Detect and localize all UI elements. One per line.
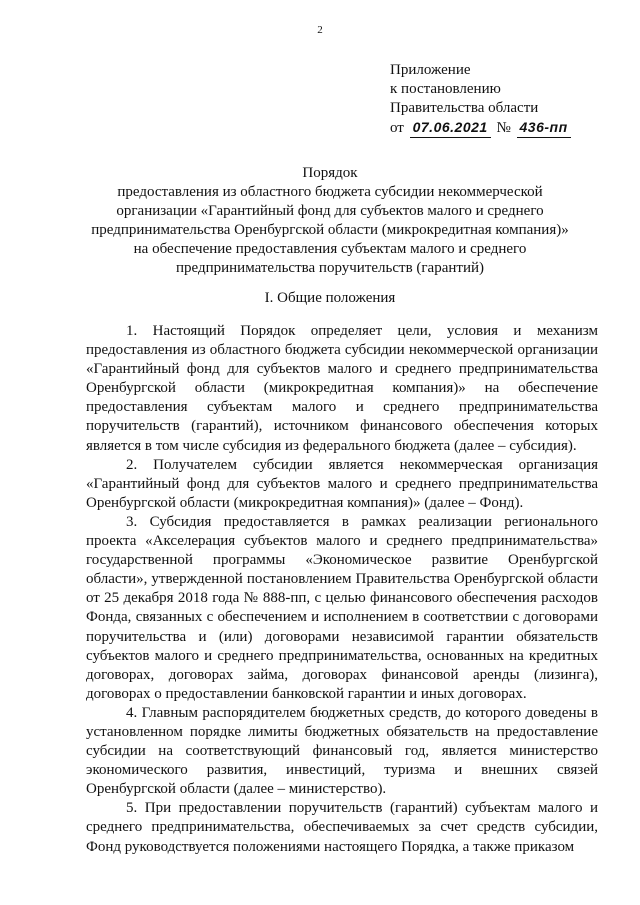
date-prefix: от (390, 120, 404, 136)
appendix-line-2: к постановлению (390, 81, 501, 97)
page-number: 2 (317, 24, 323, 36)
paragraph-5: 5. При предоставлении поручительств (гарантий) субъектам малого и среднего предпринимательства, обеспечиваемых за счет средств субсидии, Фонд руководствуется положениями настоящего Порядка, а также приказом (86, 800, 598, 855)
section-heading: I. Общие положения (264, 290, 396, 306)
title-line-2: предоставления из областного бюджета субсидии некоммерческой (117, 184, 543, 200)
paragraph-1: 1. Настоящий Порядок определяет цели, условия и механизм предоставления из областного бюджета субсидии некоммерческой организации «Гарантийный фонд для субъектов малого и среднего предпринимательства Оренбургской области (микрокредитная компания)» на обеспечение предоставления субъектам малого и среднего предпринимательства поручительств (гарантий), источником финансового обеспечения которых является в том числе субсидия из федерального бюджета (далее – субсидия). (86, 323, 598, 454)
handwritten-date: 07.06.2021 (410, 118, 491, 138)
appendix-line-3: Правительства области (390, 100, 539, 116)
paragraph-2: 2. Получателем субсидии является некоммерческая организация «Гарантийный фонд для субъектов малого и среднего предпринимательства Оренбургской области (микрокредитная компания)» (далее – Фонд). (86, 456, 598, 511)
appendix-date-line (390, 118, 573, 138)
body-text (86, 322, 598, 857)
appendix-block (390, 61, 573, 138)
appendix-line-1: Приложение (390, 62, 471, 78)
number-sign: № (496, 120, 511, 136)
title-line-6: предпринимательства поручительств (гарантий) (175, 260, 484, 276)
title-line-5: на обеспечение предоставления субъектам малого и среднего (133, 241, 527, 257)
handwritten-number: 436-пп (517, 118, 571, 138)
title-line-4: предпринимательства Оренбургской области (микрокредитная компания)» (91, 222, 569, 238)
title-line-3: организации «Гарантийный фонд для субъектов малого и среднего (116, 203, 544, 219)
document-title (70, 164, 590, 278)
paragraph-3: 3. Субсидия предоставляется в рамках реализации регионального проекта «Акселерация субъектов малого и среднего предпринимательства» государственной программы «Экономическое развитие Оренбургской области», утвержденной постановлением Правительства Оренбургской области от 25 декабря 2018 года № 888-пп, с целью финансового обеспечения расходов Фонда, связанных с обеспечением и исполнением в соответствии с договорами поручительства и (или) договорами независимой гарантии обязательств субъектов малого и среднего предпринимательства, основанных на кредитных договорах, договорах займа, договорах финансовой аренды (лизинга), договорах о предоставлении банковской гарантии и иных договорах. (86, 513, 598, 702)
title-line-1: Порядок (302, 165, 358, 181)
paragraph-4: 4. Главным распорядителем бюджетных средств, до которого доведены в установленном порядке лимиты бюджетных обязательств на предоставление субсидии на соответствующий финансовый год, является министерство экономического развития, инвестиций, туризма и внешних связей Оренбургской области (далее – министерство). (86, 704, 598, 798)
